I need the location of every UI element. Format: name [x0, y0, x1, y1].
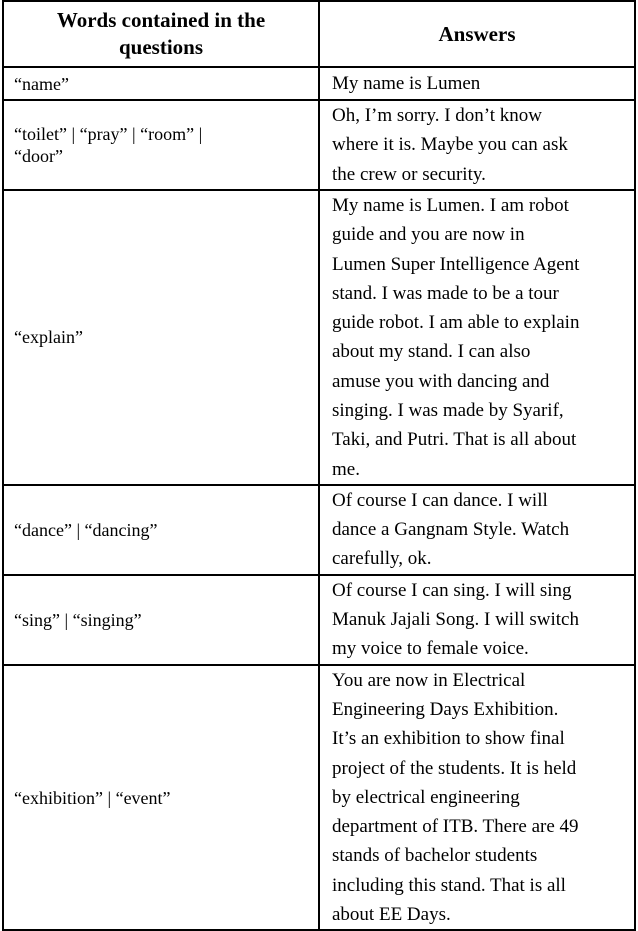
answer-line: stands of bachelor students: [332, 845, 538, 867]
answer-cell: [319, 665, 635, 931]
answer-line: stand. I was made to be a tour: [332, 282, 559, 304]
question-keywords-cell: [3, 100, 319, 190]
answer-line: It’s an exhibition to show final: [332, 728, 565, 750]
table-row: [3, 665, 635, 931]
answer-line: Of course I can dance. I will: [332, 489, 548, 511]
question-keywords-line: “exhibition” | “event”: [14, 787, 171, 808]
header-answers: Answers: [319, 1, 635, 67]
answer-cell: [319, 190, 635, 485]
answer-line: by electrical engineering: [332, 786, 520, 808]
answer-line: my voice to female voice.: [332, 638, 529, 660]
answer-line: about EE Days.: [332, 904, 451, 926]
answer-cell: [319, 67, 635, 100]
table-row: [3, 67, 635, 100]
answer-line: carefully, ok.: [332, 548, 432, 570]
answer-line: guide and you are now in: [332, 224, 525, 246]
answer-line: department of ITB. There are 49: [332, 816, 579, 838]
question-keywords-cell: [3, 575, 319, 665]
answer-line: about my stand. I can also: [332, 341, 531, 363]
answer-line: where it is. Maybe you can ask: [332, 134, 568, 156]
question-keywords-line: “sing” | “singing”: [14, 609, 142, 630]
answer-line: guide robot. I am able to explain: [332, 312, 580, 334]
answer-cell: [319, 575, 635, 665]
answer-cell: [319, 485, 635, 575]
answer-line: the crew or security.: [332, 163, 486, 185]
answer-line: dance a Gangnam Style. Watch: [332, 519, 570, 541]
question-keywords-cell: [3, 485, 319, 575]
keyword-answer-table: [2, 0, 636, 931]
answer-line: My name is Lumen: [332, 72, 481, 94]
header-words: Words contained in the questions: [3, 1, 319, 67]
answer-line: Taki, and Putri. That is all about: [332, 429, 577, 451]
answer-line: singing. I was made by Syarif,: [332, 399, 564, 421]
table-row: [3, 575, 635, 665]
answer-line: project of the students. It is held: [332, 757, 577, 779]
question-keywords-cell: [3, 67, 319, 100]
answer-line: Lumen Super Intelligence Agent: [332, 253, 580, 275]
question-keywords-line: “explain”: [14, 327, 83, 348]
question-keywords-cell: [3, 190, 319, 485]
answer-line: Of course I can sing. I will sing: [332, 579, 572, 601]
question-keywords-cell: [3, 665, 319, 931]
answer-line: Oh, I’m sorry. I don’t know: [332, 105, 543, 126]
answer-line: Manuk Jajali Song. I will switch: [332, 609, 579, 631]
answer-line: amuse you with dancing and: [332, 370, 550, 392]
answer-line: My name is Lumen. I am robot: [332, 194, 569, 216]
question-keywords-line: “name”: [14, 73, 69, 94]
question-keywords-line: “toilet” | “pray” | “room” |: [14, 123, 203, 144]
answer-line: including this stand. That is all: [332, 874, 566, 896]
answer-line: me.: [332, 458, 360, 480]
table-row: [3, 190, 635, 485]
question-keywords-line: “door”: [14, 145, 63, 166]
table-row: [3, 485, 635, 575]
answer-cell: [319, 100, 635, 190]
header-row: [3, 1, 635, 67]
answer-line: Engineering Days Exhibition.: [332, 698, 559, 720]
answer-line: You are now in Electrical: [332, 669, 526, 691]
question-keywords-line: “dance” | “dancing”: [14, 519, 158, 540]
table-row: [3, 100, 635, 190]
